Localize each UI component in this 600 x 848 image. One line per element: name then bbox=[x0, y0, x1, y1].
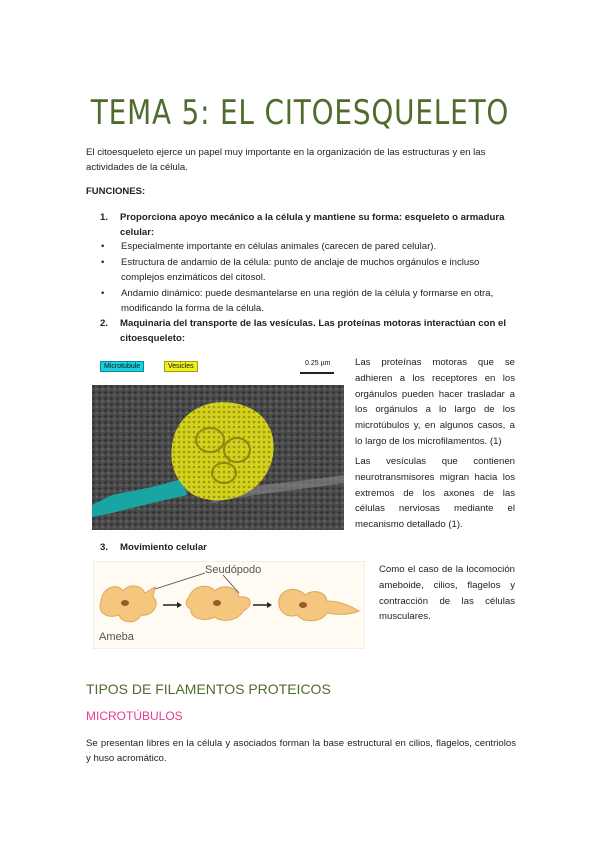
page-title: TEMA 5: EL CITOESQUELETO bbox=[90, 93, 510, 133]
bullet-text: Especialmente importante en células animales (carecen de pared celular). bbox=[121, 241, 437, 252]
motor-proteins-paragraph: Las proteínas motoras que se adhieren a los receptores en los orgánulos pueden hacer trasladar a los orgánulos a lo largo de los microtúbulos y, en algunos casos, a lo largo de los microfilamentos. (1) bbox=[355, 357, 515, 447]
bullet-text-line2: complejos enzimáticos del citosol. bbox=[121, 272, 266, 283]
microtubule-label: Microtubule bbox=[100, 361, 144, 372]
movement-paragraph: Como el caso de la locomoción ameboide, cilios, flagelos y contracción de las células musculares. bbox=[379, 564, 515, 623]
amoeba-movement-figure bbox=[93, 561, 365, 649]
item-text-line1: Maquinaria del transporte de las vesículas. Las proteínas motoras interactúan con el bbox=[120, 318, 507, 329]
function-item-2 bbox=[100, 316, 520, 346]
bullet-text: Andamio dinámico: puede desmantelarse en una región de la célula y formarse en otra, bbox=[121, 288, 494, 299]
scale-label: 0.25 µm bbox=[305, 360, 331, 367]
micrograph-image bbox=[92, 355, 344, 530]
item-number: 3. bbox=[100, 542, 109, 553]
subsection-heading: MICROTÚBULOS bbox=[86, 709, 183, 723]
vesicles-paragraph: Las vesículas que contienen neurotransmisores migran hacia los extremos de los axones de las células nerviosas mediante el mecanismo detallado (1). bbox=[355, 456, 515, 531]
bullet-text: Estructura de andamio de la célula: punto de anclaje de muchos orgánulos e incluso bbox=[121, 257, 480, 268]
intro-paragraph: El citoesqueleto ejerce un papel muy importante en la organización de las estructuras y en las actividades de la célula. bbox=[86, 147, 486, 173]
vesicle-micrograph-figure bbox=[92, 355, 344, 530]
item-text-line2: citoesqueleto: bbox=[120, 333, 186, 344]
section-heading: TIPOS DE FILAMENTOS PROTEICOS bbox=[86, 681, 331, 697]
amoeba-label: Ameba bbox=[99, 631, 134, 643]
item-text-line2: celular: bbox=[120, 227, 155, 238]
bullet-text-line2: modificando la forma de la célula. bbox=[121, 303, 264, 314]
item-text: Movimiento celular bbox=[120, 542, 207, 553]
item-text-line1: Proporciona apoyo mecánico a la célula y mantiene su forma: esqueleto o armadura bbox=[120, 212, 505, 223]
bullet-icon: • bbox=[101, 288, 105, 299]
microtubulos-paragraph: Se presentan libres en la célula y asociados forman la base estructural en cilios, flagelos, centriolos y huso acromático. bbox=[86, 738, 516, 764]
bullet-icon: • bbox=[101, 257, 105, 268]
funciones-label: FUNCIONES: bbox=[86, 186, 146, 197]
pseudopod-label: Seudópodo bbox=[205, 564, 262, 576]
vesicles-label: Vesicles bbox=[164, 361, 198, 372]
item-number: 2. bbox=[100, 318, 109, 329]
function-item-1 bbox=[100, 210, 520, 240]
function-item-3 bbox=[100, 540, 400, 555]
item-number: 1. bbox=[100, 212, 109, 223]
bullet-icon: • bbox=[101, 241, 105, 252]
